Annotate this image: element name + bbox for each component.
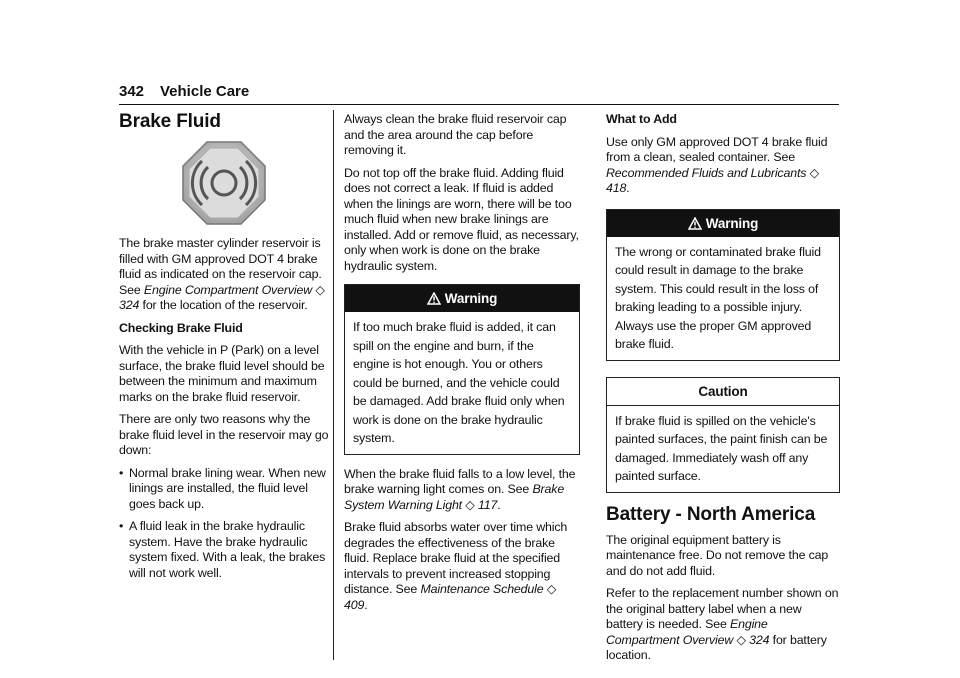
checking-heading: Checking Brake Fluid	[119, 320, 243, 335]
brake-fluid-icon	[119, 140, 329, 226]
column-right	[606, 112, 840, 671]
replacement-paragraph: Refer to the replacement number shown on the original battery label when a new battery is needed. See Engine Compartment Overview ◇ 324 for battery location.	[606, 586, 839, 662]
caution-box	[606, 377, 840, 493]
what-to-add-heading: What to Add	[606, 112, 677, 126]
intro-paragraph: The brake master cylinder reservoir is filled with GM approved DOT 4 brake fluid as indicated on the reservoir cap. See Engine Compartment Overview ◇ 324 for the location of the reservoir.	[119, 236, 325, 312]
clean-cap-paragraph: Always clean the brake fluid reservoir cap and the area around the cap before removing it.	[344, 112, 567, 157]
column-left	[119, 112, 329, 588]
list-item: • A fluid leak in the brake hydraulic system. Have the brake hydraulic system fixed. With a leak, the brakes will not work well.	[119, 519, 326, 580]
column-middle	[344, 112, 580, 620]
warning-light-paragraph: When the brake fluid falls to a low level, the brake warning light comes on. See Brake System Warning Light ◇ 117.	[344, 466, 576, 512]
warning-header: Warning	[607, 210, 839, 237]
caution-text: If brake fluid is spilled on the vehicle's painted surfaces, the paint finish can be damaged. Immediately wash off any painted surface.	[615, 413, 828, 483]
column-divider	[333, 110, 334, 660]
caution-header: Caution	[607, 378, 839, 406]
section-title: Vehicle Care	[160, 83, 250, 100]
absorbs-water-paragraph: Brake fluid absorbs water over time which degrades the effectiveness of the brake fluid. Replace brake fluid at the specified intervals to prevent increased stopping distance. See Maintenance Schedule ◇ 409.	[344, 520, 568, 612]
page-ref-icon: ◇	[546, 582, 557, 596]
brake-warning-light-link[interactable]: Brake System Warning Light	[344, 482, 565, 512]
warning-text: If too much brake fluid is added, it can spill on the engine and burn, if the engine is hot enough. You or others could be burned, and the vehicle could be damaged. Add brake fluid only when work is done on the brake hydraulic system.	[353, 320, 565, 445]
page-ref-icon: ◇	[315, 282, 325, 297]
engine-compartment-link[interactable]: Engine Compartment Overview	[606, 617, 768, 647]
reasons-paragraph: There are only two reasons why the brake fluid level in the reservoir may go down:	[119, 412, 329, 457]
list-item: • Normal brake lining wear. When new linings are installed, the fluid level goes back up.	[119, 465, 326, 511]
page-ref-icon: ◇	[465, 497, 475, 512]
recommended-fluids-link[interactable]: Recommended Fluids and Lubricants	[606, 165, 807, 180]
page-ref-icon: ◇	[736, 632, 746, 647]
warning-text: The wrong or contaminated brake fluid could result in damage to the brake system. This could result in the loss of braking leading to a possible injury. Always use the proper GM approved brake fluid.	[615, 244, 821, 351]
checking-paragraph: With the vehicle in P (Park) on a level surface, the brake fluid level should be between the minimum and maximum marks on the brake fluid reservoir.	[119, 343, 325, 404]
warning-header: Warning	[345, 285, 579, 312]
page-number: 342	[119, 83, 145, 100]
page-ref[interactable]: 324	[119, 298, 140, 312]
page-ref[interactable]: 409	[344, 597, 365, 612]
bullet-icon: •	[119, 519, 124, 533]
page-ref-icon: ◇	[809, 165, 819, 180]
brake-fluid-heading: Brake Fluid	[119, 111, 221, 132]
warning-box	[344, 284, 580, 455]
page-ref[interactable]: 324	[749, 632, 770, 647]
page-ref[interactable]: 418	[606, 181, 627, 195]
battery-paragraph: The original equipment battery is maintenance free. Do not remove the cap and do not add fluid.	[606, 532, 829, 578]
page-ref[interactable]: 117	[477, 497, 498, 512]
warning-icon	[427, 292, 441, 305]
battery-heading: Battery - North America	[606, 503, 816, 525]
warning-box	[606, 209, 840, 361]
maintenance-schedule-link[interactable]: Maintenance Schedule	[420, 582, 544, 596]
top-off-paragraph: Do not top off the brake fluid. Adding fluid does not correct a leak. If fluid is added when the linings are worn, there will be too much fluid when new brake linings are installed. Add or remove fluid, as necessary, only when work is done on the brake hydraulic system.	[344, 165, 579, 273]
engine-compartment-link[interactable]: Engine Compartment Overview	[143, 282, 313, 297]
bullet-icon: •	[119, 465, 124, 480]
warning-icon	[688, 217, 702, 230]
page-header	[119, 83, 839, 105]
what-to-add-paragraph: Use only GM approved DOT 4 brake fluid from a clean, sealed container. See Recommended Fluids and Lubricants ◇ 418.	[606, 134, 828, 195]
